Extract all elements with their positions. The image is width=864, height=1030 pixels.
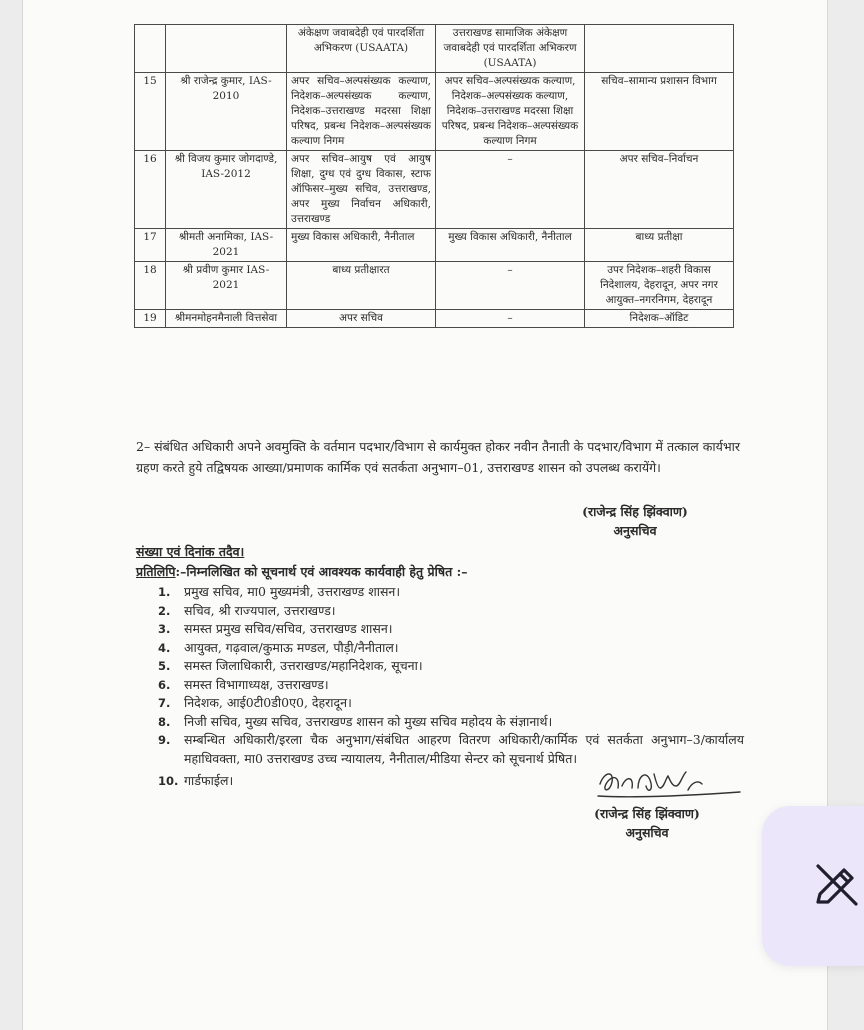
cell-serial — [135, 25, 166, 73]
list-text: गार्डफाईल। — [184, 773, 234, 788]
cell-new-post: उपर निदेशक–शहरी विकास निदेशालय, देहरादून, अपर नगर आयुक्त–नगरनिगम, देहरादून — [585, 262, 734, 310]
cell-relieved-post: अपर सचिव–अल्पसंख्यक कल्याण, निदेशक–अल्पसंख्यक कल्याण, निदेशक–उत्तराखण्ड मदरसा शिक्षा परिषद, प्रबन्ध निदेशक–अल्पसंख्यक कल्याण निगम — [436, 73, 585, 151]
table-row — [135, 73, 734, 151]
table-row — [135, 25, 734, 73]
table-row — [135, 262, 734, 310]
cell-new-post: अपर सचिव–निर्वाचन — [585, 151, 734, 229]
copy-to-text: :–निम्नलिखित को सूचनार्थ एवं आवश्यक कार्यवाही हेतु प्रेषित :– — [175, 564, 468, 579]
list-text: समस्त प्रमुख सचिव/सचिव, उत्तराखण्ड शासन। — [184, 621, 393, 636]
list-number: 2. — [158, 603, 171, 618]
table-row — [135, 310, 734, 328]
list-text: सम्बन्धित अधिकारी/इरला चैक अनुभाग/संबंधित आहरण वितरण अधिकारी/कार्मिक एवं सतर्कता अनुभाग–3/कार्यालय महाधिवक्ता, मा0 उत्तराखण्ड उच्च न्यायालय, नैनीताल/मीडिया सेन्टर को सूचनार्थ प्रेषित। — [184, 732, 744, 766]
signatory-designation: अनुसचिव — [625, 825, 669, 840]
cell-current-post: अपर सचिव–अल्पसंख्यक कल्याण, निदेशक–अल्पसंख्यक कल्याण, निदेशक–उत्तराखण्ड मदरसा शिक्षा परिषद, प्रबन्ध निदेशक–अल्पसंख्यक कल्याण निगम — [287, 73, 436, 151]
reference-line: संख्या एवं दिनांक तदैव। — [136, 544, 245, 559]
list-number: 5. — [158, 659, 171, 673]
edit-pencil-icon — [810, 862, 860, 912]
list-number: 4. — [158, 640, 171, 655]
cell-relieved-post: – — [436, 262, 585, 310]
copy-to-label: प्रतिलिपि — [136, 564, 176, 579]
transfer-table — [134, 24, 734, 328]
signatory-designation: अनुसचिव — [613, 523, 657, 538]
list-number: 3. — [158, 622, 171, 636]
signature-block-2 — [572, 804, 722, 842]
list-item — [158, 602, 744, 621]
list-number: 6. — [158, 677, 171, 692]
list-number: 9. — [158, 733, 171, 747]
list-number: 8. — [158, 714, 171, 729]
cell-current-post: बाध्य प्रतीक्षारत — [287, 262, 436, 310]
cell-new-post: बाध्य प्रतीक्षा — [585, 229, 734, 262]
handwritten-signature — [594, 762, 744, 804]
list-item — [158, 620, 744, 639]
cell-relieved-post: – — [436, 151, 585, 229]
signatory-name: (राजेन्द्र सिंह झिंक्वाण) — [594, 806, 700, 821]
list-item — [158, 657, 744, 676]
cell-new-post: सचिव–सामान्य प्रशासन विभाग — [585, 73, 734, 151]
cell-officer-name — [166, 25, 287, 73]
cell-serial: 17 — [135, 229, 166, 262]
cell-serial: 18 — [135, 262, 166, 310]
copy-to-heading — [136, 562, 467, 582]
list-item — [158, 713, 744, 732]
cell-officer-name: श्री विजय कुमार जोगदाण्डे, IAS-2012 — [166, 151, 287, 229]
table-row — [135, 229, 734, 262]
list-text: आयुक्त, गढ़वाल/कुमाऊ मण्डल, पौड़ी/नैनीताल। — [184, 639, 399, 655]
list-number: 1. — [158, 585, 171, 599]
cell-current-post: अपर सचिव–आयुष एवं आयुष शिक्षा, दुग्ध एवं दुग्ध विकास, स्टाफ ऑफिसर–मुख्य सचिव, उत्तराखण्ड, अपर मुख्य निर्वाचन अधिकारी, उत्तराखण्ड — [287, 151, 436, 229]
cell-current-post: अंकेक्षण जवाबदेही एवं पारदर्शिता अभिकरण (USAATA) — [287, 25, 436, 73]
signatory-name: (राजेन्द्र सिंह झिंक्वाण) — [582, 504, 688, 519]
signature-block — [560, 502, 710, 540]
list-item — [158, 583, 744, 602]
list-text: समस्त जिलाधिकारी, उत्तराखण्ड/महानिदेशक, सूचना। — [184, 658, 423, 673]
cell-serial: 15 — [135, 73, 166, 151]
cell-relieved-post: मुख्य विकास अधिकारी, नैनीताल — [436, 229, 585, 262]
list-item — [158, 694, 744, 713]
cell-officer-name: श्रीमनमोहनमैनाली वित्तसेवा — [166, 310, 287, 328]
list-text: प्रमुख सचिव, मा0 मुख्यमंत्री, उत्तराखण्ड शासन। — [184, 584, 401, 599]
cell-officer-name: श्री राजेन्द्र कुमार, IAS-2010 — [166, 73, 287, 151]
cell-new-post — [585, 25, 734, 73]
edit-fab-button[interactable] — [762, 806, 864, 966]
recipient-list — [158, 583, 744, 791]
cell-serial: 19 — [135, 310, 166, 328]
cell-serial: 16 — [135, 151, 166, 229]
cell-relieved-post: उत्तराखण्ड सामाजिक अंकेक्षण जवाबदेही एवं पारदर्शिता अभिकरण (USAATA) — [436, 25, 585, 73]
cell-current-post: मुख्य विकास अधिकारी, नैनीताल — [287, 229, 436, 262]
instruction-paragraph: 2– संबंधित अधिकारी अपने अवमुक्ति के वर्तमान पदभार/विभाग से कार्यमुक्त होकर नवीन तैनाती के पदभार/विभाग में तत्काल कार्यभार ग्रहण करते हुये तद्विषयक आख्या/प्रमाणक कार्मिक एवं सतर्कता अनुभाग–01, उत्तराखण्ड शासन को उपलब्ध करायेंगे। — [136, 439, 740, 475]
list-number: 10. — [158, 774, 179, 788]
cell-officer-name: श्री प्रवीण कुमार IAS-2021 — [166, 262, 287, 310]
list-item — [158, 676, 744, 695]
list-text: सचिव, श्री राज्यपाल, उत्तराखण्ड। — [184, 602, 336, 618]
list-text: निजी सचिव, मुख्य सचिव, उत्तराखण्ड शासन को मुख्य सचिव महोदय के संज्ञानार्थ। — [184, 713, 553, 729]
list-text: निदेशक, आई0टी0डी0ए0, देहरादून। — [184, 695, 352, 710]
cell-relieved-post: – — [436, 310, 585, 328]
list-text: समस्त विभागाध्यक्ष, उत्तराखण्ड। — [184, 676, 329, 692]
list-item — [158, 639, 744, 658]
list-number: 7. — [158, 696, 171, 710]
table-row — [135, 151, 734, 229]
cell-new-post: निदेशक–ऑडिट — [585, 310, 734, 328]
cell-officer-name: श्रीमती अनामिका, IAS-2021 — [166, 229, 287, 262]
cell-current-post: अपर सचिव — [287, 310, 436, 328]
